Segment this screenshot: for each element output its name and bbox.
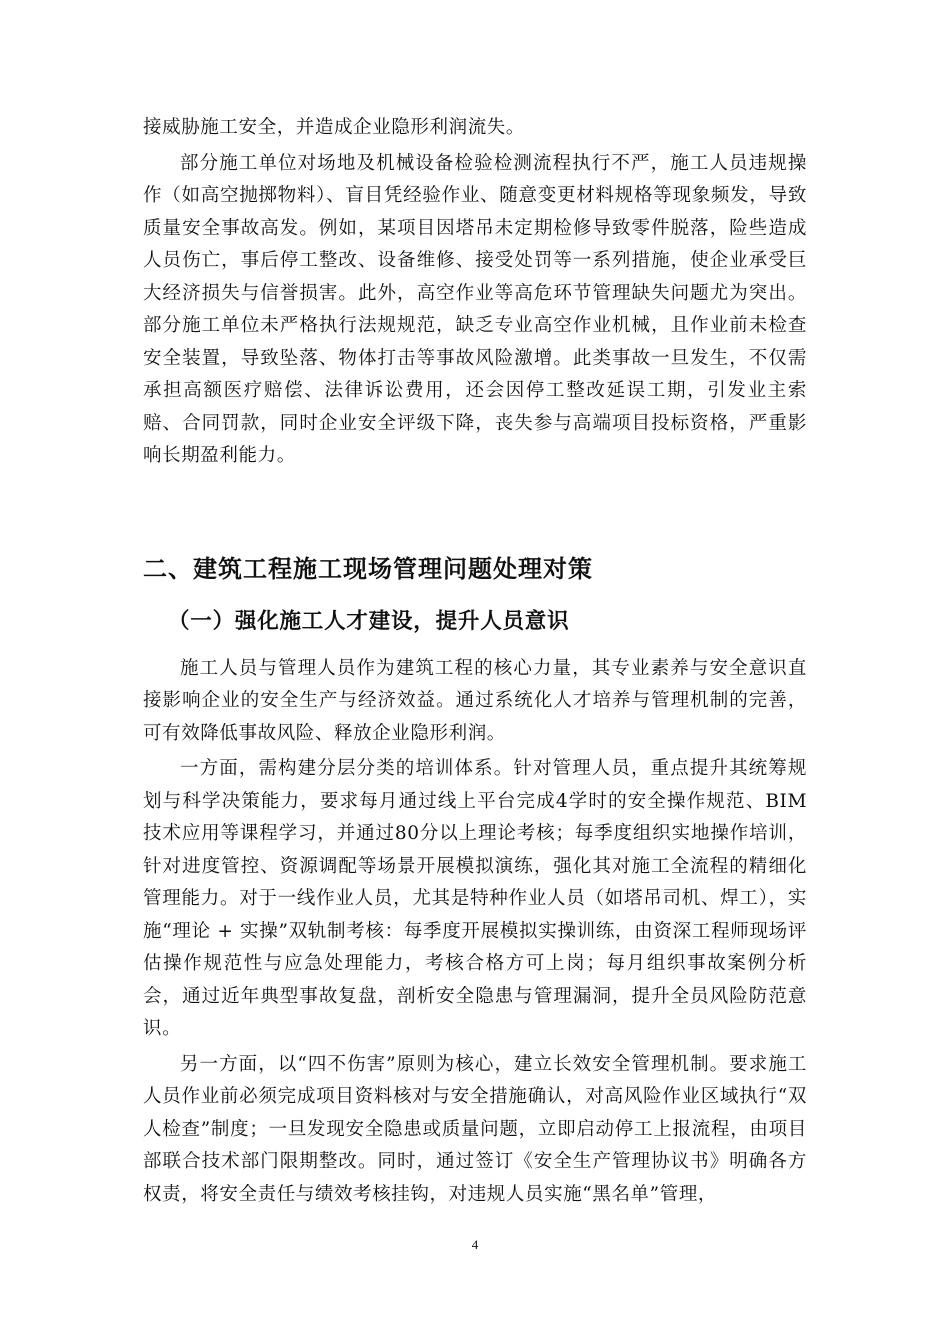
paragraph-safety-incidents: 部分施工单位对场地及机械设备检验检测流程执行不严，施工人员违规操作（如高空抛掷物料）、盲目凭经验作业、随意变更材料规格等现象频发，导致质量安全事故高发。例如，某项目因塔吊未定期检修导致零件脱落，险些造成人员伤亡，事后停工整改、设备维修、接受处罚等一系列措施，使企业承受巨大经济损失与信誉损害。此外，高空作业等高危环节管理缺失问题尤为突出。部分施工单位未严格执行法规规范，缺乏专业高空作业机械，且作业前未检查安全装置，导致坠落、物体打击等事故风险激增。此类事故一旦发生，不仅需承担高额医疗赔偿、法律诉讼费用，还会因停工整改延误工期，引发业主索赔、合同罚款，同时企业安全评级下降，丧失参与高端项目投标资格，严重影响长期盈利能力。 [143,152,807,466]
paragraph-training-system: 一方面，需构建分层分类的培训体系。针对管理人员，重点提升其统筹规划与科学决策能力，要求每月通过线上平台完成4学时的安全操作规范、BIM技术应用等课程学习，并通过80分以上理论考核；每季度组织实地操作培训，针对进度管控、资源调配等场景开展模拟演练，强化其对施工全流程的精细化管理能力。对于一线作业人员，尤其是特种作业人员（如塔吊司机、焊工），实施“理论 + 实操”双轨制考核：每季度开展模拟实操训练，由资深工程师现场评估操作规范性与应急处理能力，考核合格方可上岗；每月组织事故案例分析会，通过近年典型事故复盘，剖析安全隐患与管理漏洞，提升全员风险防范意识。 [143,758,807,1039]
subsection-heading: （一）强化施工人才建设，提升人员意识 [168,608,570,634]
page-number: 4 [471,1237,479,1252]
paragraph-continuation: 接威胁施工安全，并造成企业隐形利润流失。 [143,117,526,138]
page-content [143,112,807,1211]
paragraph-safety-mechanism: 另一方面，以“四不伤害”原则为核心，建立长效安全管理机制。要求施工人员作业前必须完成项目资料核对与安全措施确认，对高风险作业区域执行“双人检查”制度；一旦发现安全隐患或质量问题，立即启动停工上报流程，由项目部联合技术部门限期整改。同时，通过签订《安全生产管理协议书》明确各方权责，将安全责任与绩效考核挂钩，对违规人员实施“黑名单”管理， [143,1053,807,1205]
section-heading: 二、建筑工程施工现场管理问题处理对策 [143,554,593,583]
paragraph-talent-intro: 施工人员与管理人员作为建筑工程的核心力量，其专业素养与安全意识直接影响企业的安全生产与经济效益。通过系统化人才培养与管理机制的完善，可有效降低事故风险、释放企业隐形利润。 [143,657,807,744]
